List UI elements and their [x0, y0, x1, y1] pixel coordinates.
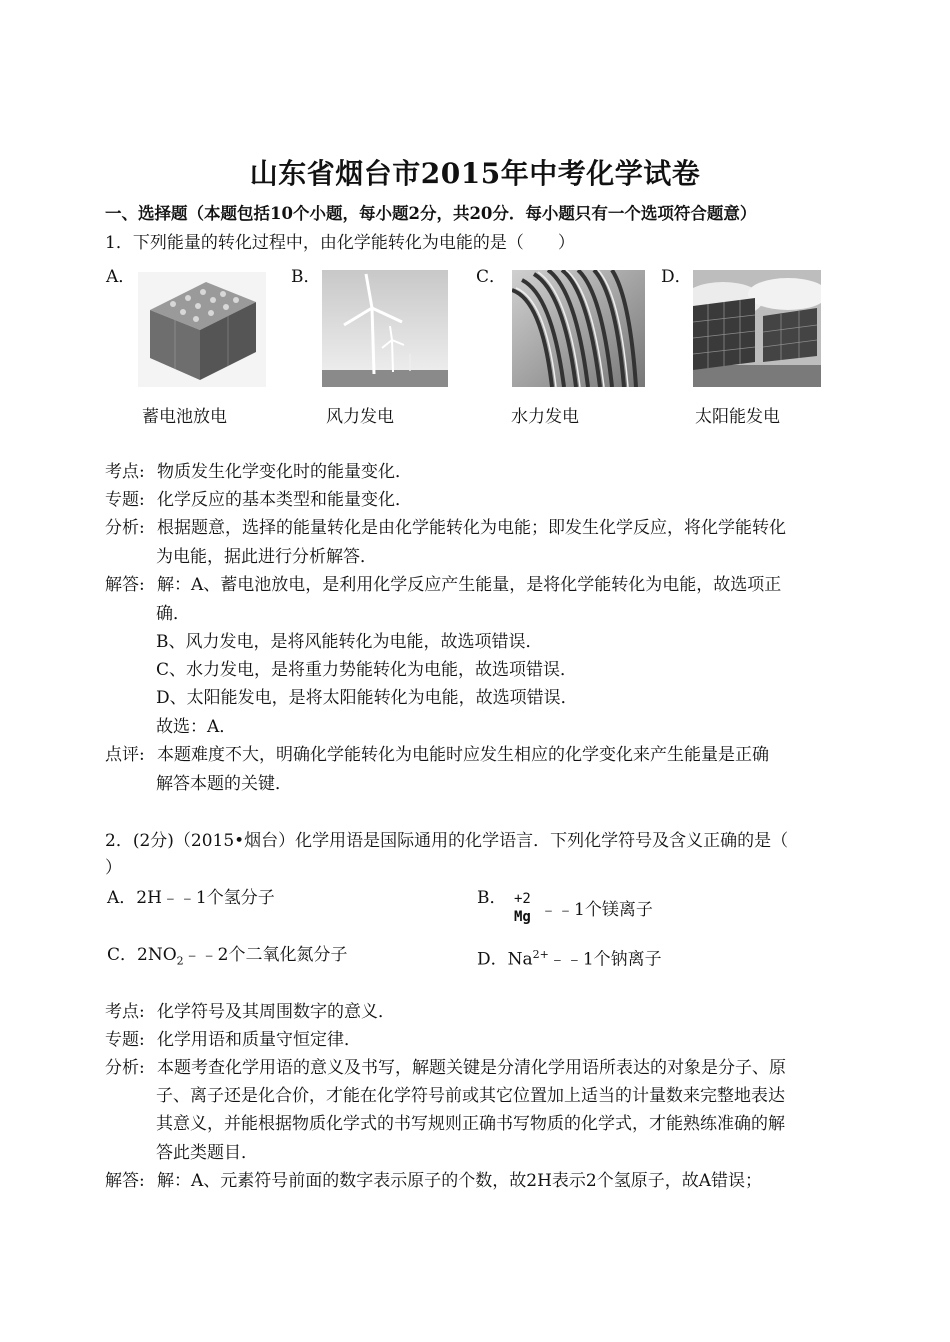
- q1-jieda-text-1: 解：A、蓄电池放电，是利用化学反应产生能量，是将化学能转化为电能，故选项正: [157, 575, 782, 595]
- q1-option-c-letter: C．: [476, 267, 507, 287]
- q2-option-d-prefix: D．Na: [477, 949, 533, 970]
- q2-option-c-text: ﹣﹣2个二氧化氮分子: [183, 945, 348, 965]
- q2-kaodian-text: 化学符号及其周围数字的意义．: [157, 1002, 395, 1022]
- q2-option-d-superscript: 2+: [532, 948, 549, 961]
- q2-fenxi-text-3: 其意义，并能根据物质化学式的书写规则正确书写物质的化学式，才能熟练准确的解: [156, 1114, 785, 1134]
- q2-option-b-text: ﹣﹣1个镁离子: [540, 900, 653, 920]
- turbine-blades-photo: [512, 270, 645, 387]
- q1-jieda-text-6: 故选：A．: [156, 717, 237, 737]
- q2-fenxi-text-2: 子、离子还是化合价，才能在化学符号前或其它位置加上适当的计量数来完整地表达: [156, 1086, 785, 1106]
- q1-zhuanti-text: 化学反应的基本类型和能量变化．: [157, 490, 412, 510]
- q1-dianping-text-2: 解答本题的关键．: [156, 774, 292, 794]
- q2-option-c-subscript: 2: [176, 954, 184, 968]
- q1-jieda-text-2: 确．: [156, 604, 190, 624]
- q2-option-b-letter: B．: [477, 888, 507, 908]
- section-heading: 一、选择题（本题包括10个小题，每小题2分，共20分．每小题只有一个选项符合题意）: [105, 204, 757, 223]
- solar-panel-photo: [693, 270, 821, 387]
- q2-option-c: [107, 943, 347, 973]
- q1-option-a-letter: A．: [106, 267, 136, 287]
- q2-zhuanti-text: 化学用语和质量守恒定律．: [157, 1030, 361, 1050]
- battery-photo: [138, 272, 266, 387]
- q2-jieda-label: 解答:: [105, 1171, 145, 1191]
- q2-option-d: [477, 943, 662, 972]
- q1-fenxi-text-2: 为电能，据此进行分析解答．: [156, 547, 377, 567]
- q1-kaodian-label: 考点:: [105, 462, 145, 482]
- q1-jieda-text-3: B、风力发电，是将风能转化为电能，故选项错误．: [156, 632, 543, 652]
- q1-dianping-text-1: 本题难度不大，明确化学能转化为电能时应发生相应的化学变化来产生能量是正确: [157, 745, 769, 765]
- q1-fenxi-text-1: 根据题意，选择的能量转化是由化学能转化为电能；即发生化学反应，将化学能转化: [157, 518, 786, 538]
- q1-stem: 1．下列能量的转化过程中，由化学能转化为电能的是（ ）: [105, 233, 575, 253]
- q1-option-b-letter: B．: [291, 267, 321, 287]
- q2-option-c-prefix: C．2NO: [107, 945, 177, 965]
- q1-dianping-label: 点评:: [105, 745, 145, 765]
- q2-zhuanti-label: 专题:: [105, 1030, 145, 1050]
- page-title: 山东省烟台市2015年中考化学试卷: [249, 157, 701, 190]
- q1-caption-b: 风力发电: [326, 407, 394, 427]
- q2-option-b-element: Mg: [514, 909, 531, 925]
- q1-dianping: [105, 743, 769, 767]
- q2-fenxi-text-1: 本题考查化学用语的意义及书写，解题关键是分清化学用语所表达的对象是分子、原: [157, 1058, 786, 1078]
- q1-caption-c: 水力发电: [511, 407, 579, 427]
- q1-kaodian: [105, 460, 412, 484]
- q2-zhuanti: [105, 1028, 361, 1052]
- q1-caption-d: 太阳能发电: [695, 407, 780, 427]
- q2-option-b-charge: +2: [514, 891, 531, 907]
- q2-fenxi: [105, 1056, 786, 1080]
- q1-fenxi: [105, 516, 786, 540]
- q1-zhuanti-label: 专题:: [105, 490, 145, 510]
- q2-fenxi-text-4: 答此类题目．: [156, 1143, 258, 1163]
- q1-jieda-text-4: C、水力发电，是将重力势能转化为电能，故选项错误．: [156, 660, 578, 680]
- q2-jieda-text-1: 解：A、元素符号前面的数字表示原子的个数，故2H表示2个氢原子，故A错误；: [157, 1171, 763, 1191]
- q1-caption-a: 蓄电池放电: [142, 407, 227, 427]
- q1-jieda-label: 解答:: [105, 575, 145, 595]
- q2-fenxi-label: 分析:: [105, 1058, 145, 1078]
- q1-kaodian-text: 物质发生化学变化时的能量变化．: [157, 462, 412, 482]
- q1-jieda: [105, 573, 781, 597]
- q2-stem-1: 2．(2分)（2015•烟台）化学用语是国际通用的化学语言．下列化学符号及含义正确的是（: [105, 831, 789, 851]
- q1-option-d-letter: D．: [661, 267, 692, 287]
- q2-option-a: A．2H﹣﹣1个氢分子: [107, 888, 275, 908]
- wind-turbine-photo: [322, 270, 448, 387]
- q2-option-b-symbol: [514, 890, 540, 930]
- q2-option-d-text: ﹣﹣1个钠离子: [548, 949, 662, 970]
- q1-fenxi-label: 分析:: [105, 518, 145, 538]
- q2-kaodian-label: 考点:: [105, 1002, 145, 1022]
- q1-zhuanti: [105, 488, 412, 512]
- q1-jieda-text-5: D、太阳能发电，是将太阳能转化为电能，故选项错误．: [156, 688, 578, 708]
- q2-kaodian: [105, 1000, 395, 1024]
- q2-stem-2: ）: [105, 858, 122, 878]
- q2-jieda: [105, 1169, 762, 1193]
